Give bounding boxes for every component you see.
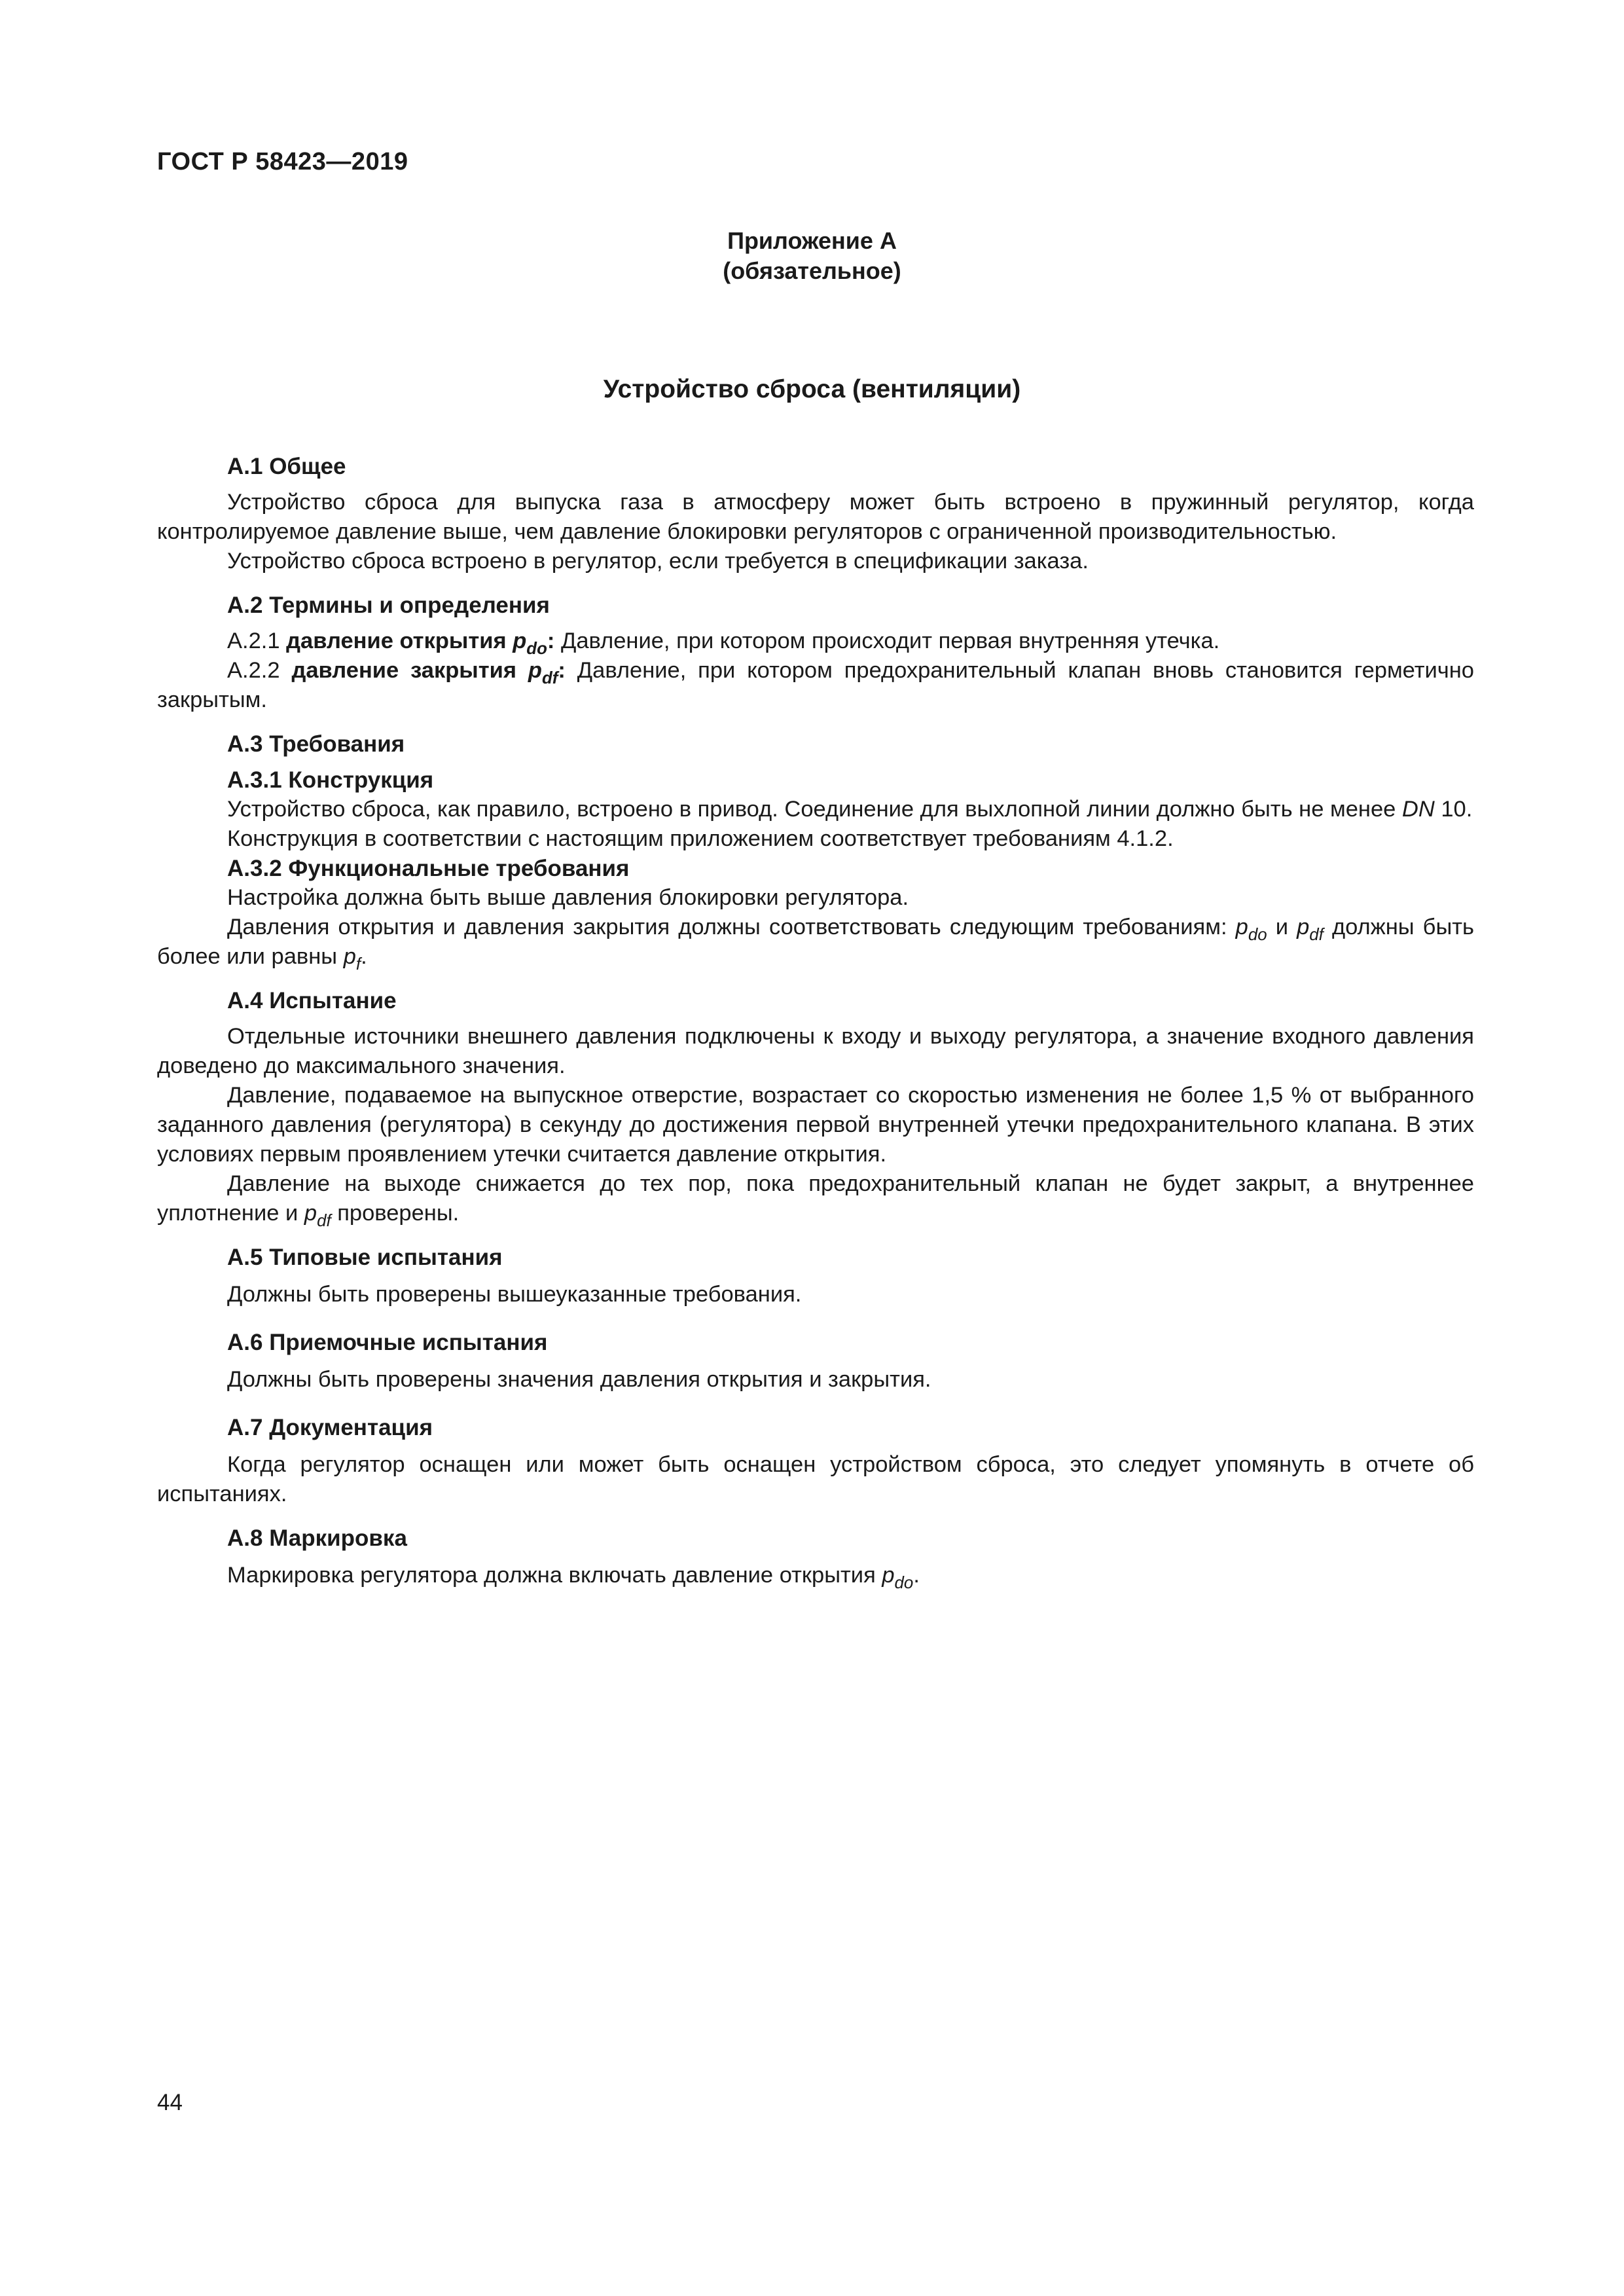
subsection-heading-a3-1: А.3.1 Конструкция xyxy=(227,767,434,793)
paragraph: Маркировка регулятора должна включать давление открытия $p_{do}$. xyxy=(227,1563,920,1593)
paragraph: Давление, подаваемое на выпускное отверстие, возрастает со скоростью изменения не более 1,5 % от выбранного заданного давления (регулятора) в секунду до достижения первой внутренней утечки предохранительного клапана. В этих условиях первым проявлением утечки считается давление открытия. xyxy=(157,1083,1474,1167)
paragraph: Должны быть проверены значения давления открытия и закрытия. xyxy=(227,1367,931,1392)
section-heading-a7: А.7 Документация xyxy=(227,1415,433,1440)
definition-pdo: А.2.1 давление открытия $p_{do}$: Давление, при котором происходит первая внутренняя утечка. xyxy=(227,629,1220,659)
paragraph: Устройство сброса, как правило, встроено в привод. Соединение для выхлопной линии должно быть не менее DN 10. xyxy=(227,797,1473,822)
paragraph: Должны быть проверены вышеуказанные требования. xyxy=(227,1282,802,1307)
section-heading-a1: А.1 Общее xyxy=(227,454,346,479)
section-heading-a8: А.8 Маркировка xyxy=(227,1525,407,1551)
subsection-heading-a3-2: А.3.2 Функциональные требования xyxy=(227,856,630,881)
section-heading-a2: А.2 Термины и определения xyxy=(227,592,550,618)
paragraph: Устройство сброса для выпуска газа в атмосферу может быть встроено в пружинный регулятор, когда контролируемое давление выше, чем давление блокировки регуляторов с ограниченной производительностью. xyxy=(157,490,1474,544)
section-heading-a5: А.5 Типовые испытания xyxy=(227,1245,503,1270)
paragraph: Конструкция в соответствии с настоящим приложением соответствует требованиям 4.1.2. xyxy=(227,826,1174,851)
document-body xyxy=(157,452,1475,1593)
section-heading-a3: А.3 Требования xyxy=(227,731,405,757)
page-title: Устройство сброса (вентиляции) xyxy=(603,375,1021,403)
paragraph: Давления открытия и давления закрытия должны соответствовать следующим требованиям: $p_{do}$ и $p_{df}$ должны быть более или равны $p_f$. xyxy=(157,915,1475,974)
definition-pdf: А.2.2 давление закрытия $p_{df}$: Давление, при котором предохранительный клапан вновь становится герметично закрытым. xyxy=(157,658,1474,712)
section-heading-a4: А.4 Испытание xyxy=(227,988,397,1013)
paragraph: Устройство сброса встроено в регулятор, если требуется в спецификации заказа. xyxy=(227,549,1089,574)
appendix-status: (обязательное) xyxy=(723,257,901,284)
section-heading-a6: А.6 Приемочные испытания xyxy=(227,1330,548,1355)
page-number: 44 xyxy=(157,2090,183,2115)
appendix-label: Приложение А xyxy=(727,227,897,254)
paragraph: Настройка должна быть выше давления блокировки регулятора. xyxy=(227,885,909,910)
document-code: ГОСТ Р 58423—2019 xyxy=(157,148,408,175)
appendix-heading xyxy=(0,226,1624,286)
paragraph: Давление на выходе снижается до тех пор, пока предохранительный клапан не будет закрыт, а внутреннее уплотнение и $p_{df}$ проверены. xyxy=(157,1171,1474,1231)
paragraph: Отдельные источники внешнего давления подключены к входу и выходу регулятора, а значение входного давления доведено до максимального значения. xyxy=(157,1024,1474,1078)
paragraph: Когда регулятор оснащен или может быть оснащен устройством сброса, это следует упомянуть в отчете об испытаниях. xyxy=(157,1452,1474,1506)
